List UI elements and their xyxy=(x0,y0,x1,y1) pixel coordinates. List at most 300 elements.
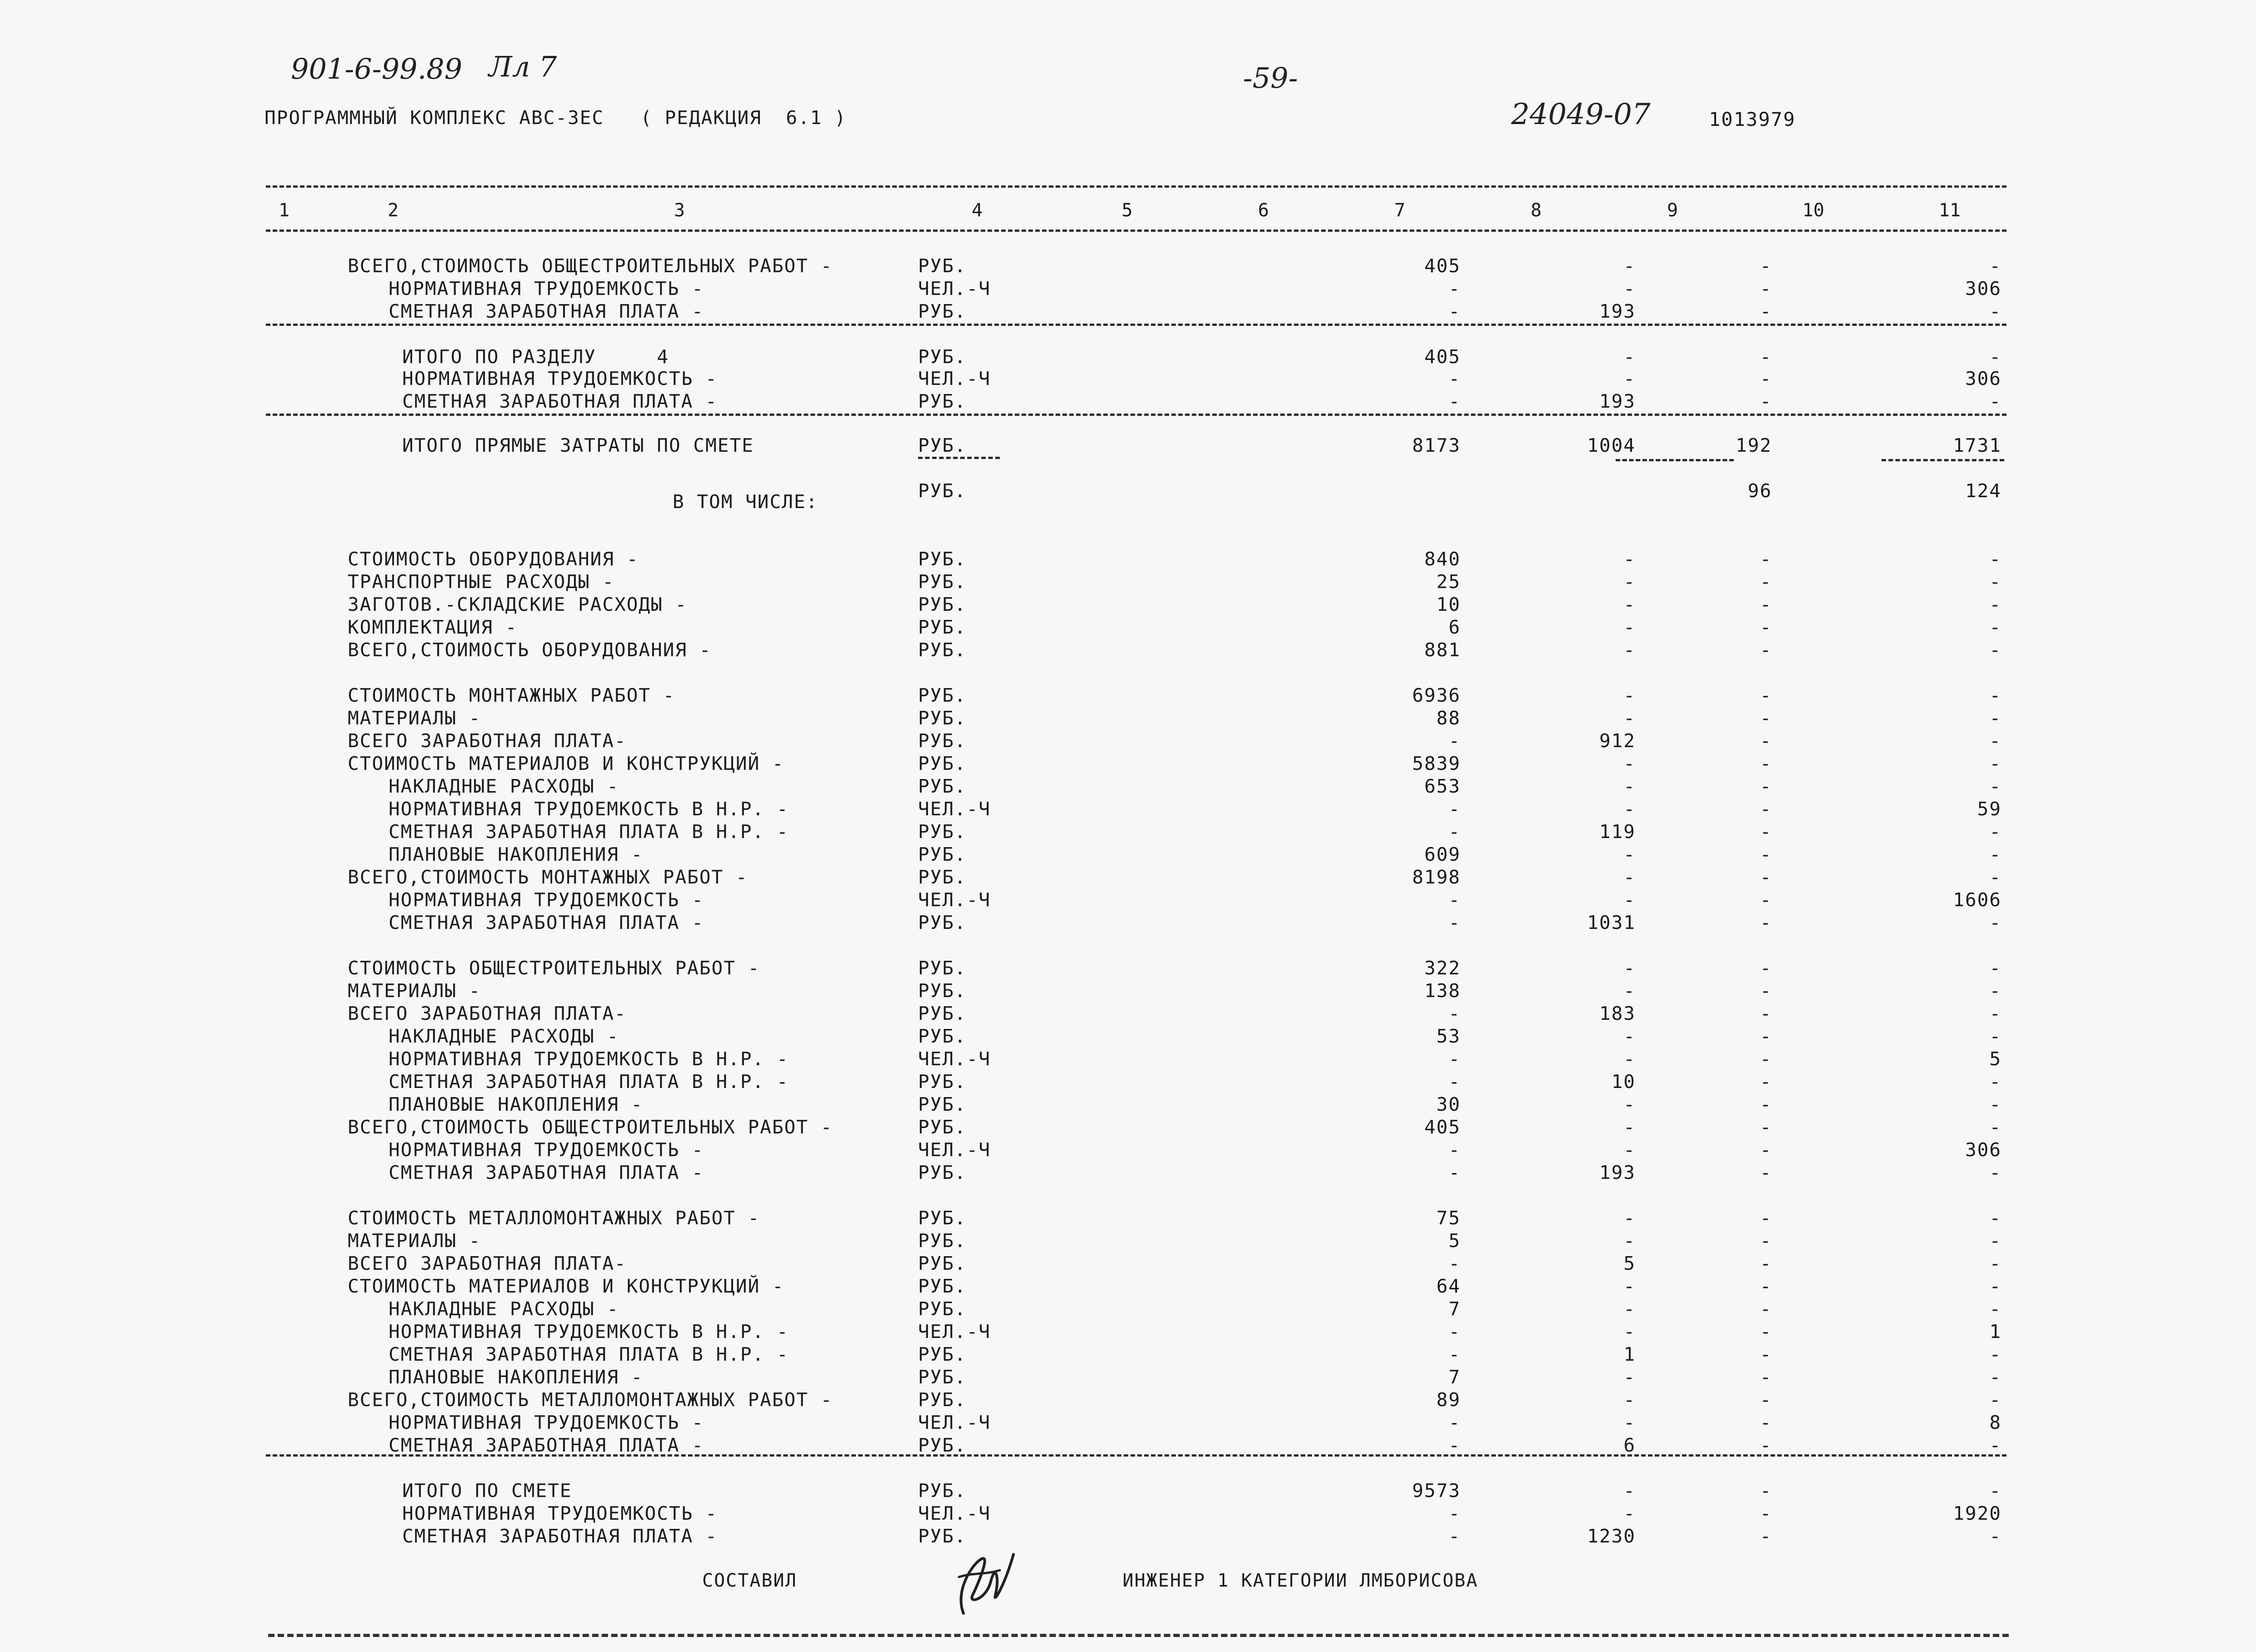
row-col11-value: 8 xyxy=(1989,1412,2001,1433)
row-label: СТОИМОСТЬ МОНТАЖНЫХ РАБОТ - xyxy=(348,684,675,706)
row-unit: РУБ. xyxy=(918,639,967,661)
row-col9-value: - xyxy=(1760,1366,1772,1388)
row-col8-value: 119 xyxy=(1599,821,1636,843)
row-col7-value: - xyxy=(1448,1048,1461,1070)
row-col9-value: - xyxy=(1760,300,1772,322)
column-header-2: 2 xyxy=(387,200,399,221)
row-unit: РУБ. xyxy=(918,957,967,979)
row-col7-value: 840 xyxy=(1424,548,1461,570)
row-col9-value: - xyxy=(1760,1048,1772,1070)
row-label: СМЕТНАЯ ЗАРАБОТНАЯ ПЛАТА В Н.Р. - xyxy=(389,1343,789,1365)
table-row xyxy=(0,1411,2256,1434)
row-col11-value: - xyxy=(1989,980,2001,1002)
row-col8-value: - xyxy=(1623,1275,1636,1297)
row-col8-value: 1031 xyxy=(1587,912,1636,933)
row-col8-value: 1230 xyxy=(1587,1525,1636,1547)
row-col9-value: - xyxy=(1760,571,1772,593)
signature-icon xyxy=(945,1545,1018,1622)
table-row xyxy=(0,1229,2256,1252)
page-number: -59- xyxy=(1243,61,1298,95)
row-col11-value: - xyxy=(1989,1480,2001,1502)
row-col7-value: - xyxy=(1448,1434,1461,1456)
row-col11-value: 306 xyxy=(1965,368,2001,389)
row-unit: ЧЕЛ.-Ч xyxy=(918,889,991,911)
row-unit: РУБ. xyxy=(918,1207,967,1229)
row-col11-value: - xyxy=(1989,1025,2001,1047)
row-col7-value: - xyxy=(1448,1071,1461,1093)
column-header-row xyxy=(0,200,2256,223)
in-that-number-label: В ТОМ ЧИСЛЕ: xyxy=(673,491,819,513)
row-col8-value: - xyxy=(1623,368,1636,389)
row-unit: ЧЕЛ.-Ч xyxy=(918,798,991,820)
row-col8-value: 10 xyxy=(1611,1071,1636,1093)
row-col9-value: - xyxy=(1760,548,1772,570)
header-top-separator xyxy=(266,185,2006,188)
row-label: СМЕТНАЯ ЗАРАБОТНАЯ ПЛАТА В Н.Р. - xyxy=(389,1071,789,1093)
row-label: СТОИМОСТЬ МЕТАЛЛОМОНТАЖНЫХ РАБОТ - xyxy=(348,1207,760,1229)
row-col11-value: 124 xyxy=(1965,480,2001,502)
row-col11-value: - xyxy=(1989,775,2001,797)
table-row xyxy=(0,1366,2256,1388)
row-col9-value: - xyxy=(1760,912,1772,933)
table-row xyxy=(0,911,2256,934)
row-label: НОРМАТИВНАЯ ТРУДОЕМКОСТЬ - xyxy=(389,1412,704,1433)
row-label: СМЕТНАЯ ЗАРАБОТНАЯ ПЛАТА - xyxy=(402,390,718,412)
row-unit: РУБ. xyxy=(918,346,967,368)
row-col9-value: - xyxy=(1760,368,1772,389)
row-label: НОРМАТИВНАЯ ТРУДОЕМКОСТЬ - xyxy=(389,1139,704,1161)
row-unit: РУБ. xyxy=(918,1093,967,1115)
row-col7-value: - xyxy=(1448,390,1461,412)
table-row xyxy=(0,1116,2256,1138)
row-col8-value: - xyxy=(1623,1389,1636,1411)
row-unit: ЧЕЛ.-Ч xyxy=(918,368,991,389)
row-unit: РУБ. xyxy=(918,1366,967,1388)
row-col11-value: 306 xyxy=(1965,278,2001,299)
column-header-4: 4 xyxy=(971,200,983,221)
row-unit: ЧЕЛ.-Ч xyxy=(918,1048,991,1070)
position-label: ИНЖЕНЕР 1 КАТЕГОРИИ ЛМБОРИСОВА xyxy=(1123,1570,1478,1591)
row-col9-value: - xyxy=(1760,707,1772,729)
section-separator xyxy=(266,414,2006,416)
row-col9-value: - xyxy=(1760,1525,1772,1547)
row-col9-value: - xyxy=(1760,1434,1772,1456)
row-col7-value: 10 xyxy=(1436,594,1461,615)
row-unit: РУБ. xyxy=(918,775,967,797)
table-row xyxy=(0,367,2256,390)
row-col8-value: 5 xyxy=(1623,1253,1636,1274)
row-col11-value: - xyxy=(1989,912,2001,933)
column-header-11: 11 xyxy=(1938,200,1961,221)
row-col8-value: - xyxy=(1623,980,1636,1002)
row-label: СТОИМОСТЬ ОБЩЕСТРОИТЕЛЬНЫХ РАБОТ - xyxy=(348,957,760,979)
row-unit: РУБ. xyxy=(918,548,967,570)
row-col7-value: 8198 xyxy=(1412,866,1461,888)
row-unit: РУБ. xyxy=(918,1003,967,1024)
table-row xyxy=(0,729,2256,752)
table-row xyxy=(0,866,2256,888)
row-col11-value: - xyxy=(1989,639,2001,661)
row-col7-value: - xyxy=(1448,368,1461,389)
column-header-3: 3 xyxy=(674,200,685,221)
row-label: МАТЕРИАЛЫ - xyxy=(348,980,481,1002)
row-col7-value: 322 xyxy=(1424,957,1461,979)
row-col7-value: 7 xyxy=(1448,1298,1461,1320)
table-row xyxy=(0,1298,2256,1320)
bottom-marks xyxy=(268,1634,2009,1637)
row-col7-value: 6936 xyxy=(1412,684,1461,706)
row-col7-value: 5839 xyxy=(1412,753,1461,774)
row-col8-value: 6 xyxy=(1623,1434,1636,1456)
row-col8-value: - xyxy=(1623,346,1636,368)
row-col8-value: - xyxy=(1623,1480,1636,1502)
row-unit: РУБ. xyxy=(918,1480,967,1502)
row-col9-value: - xyxy=(1760,980,1772,1002)
table-row xyxy=(0,1093,2256,1116)
row-label: СТОИМОСТЬ МАТЕРИАЛОВ И КОНСТРУКЦИЙ - xyxy=(348,753,784,774)
row-col8-value: - xyxy=(1623,866,1636,888)
row-col8-value: - xyxy=(1623,1412,1636,1433)
row-col7-value: 653 xyxy=(1424,775,1461,797)
row-col8-value: 1 xyxy=(1623,1343,1636,1365)
row-col11-value: - xyxy=(1989,684,2001,706)
row-col7-value: - xyxy=(1448,278,1461,299)
row-col11-value: - xyxy=(1989,707,2001,729)
header-bottom-separator xyxy=(266,230,2006,232)
table-row xyxy=(0,1252,2256,1275)
row-col8-value: - xyxy=(1623,843,1636,865)
row-col11-value: - xyxy=(1989,843,2001,865)
row-col9-value: - xyxy=(1760,390,1772,412)
row-label: СМЕТНАЯ ЗАРАБОТНАЯ ПЛАТА - xyxy=(389,912,704,933)
row-col11-value: - xyxy=(1989,1093,2001,1115)
row-unit: РУБ. xyxy=(918,1298,967,1320)
row-col11-value: 1920 xyxy=(1953,1502,2001,1524)
order-number: 24049-07 xyxy=(1511,98,1651,131)
row-col7-value: 881 xyxy=(1424,639,1461,661)
section-separator xyxy=(266,324,2006,326)
row-unit: РУБ. xyxy=(918,1071,967,1093)
row-col11-value: - xyxy=(1989,753,2001,774)
row-col8-value: - xyxy=(1623,1116,1636,1138)
table-row xyxy=(0,570,2256,593)
row-col9-value: - xyxy=(1760,1093,1772,1115)
table-row xyxy=(0,684,2256,707)
row-col9-value: - xyxy=(1760,775,1772,797)
row-col9-value: - xyxy=(1760,1003,1772,1024)
row-col11-value: - xyxy=(1989,1298,2001,1320)
table-row xyxy=(0,957,2256,979)
row-col9-value: - xyxy=(1760,1480,1772,1502)
row-col11-value: 306 xyxy=(1965,1139,2001,1161)
row-col9-value: - xyxy=(1760,594,1772,615)
row-unit: РУБ. xyxy=(918,616,967,638)
row-unit: РУБ. xyxy=(918,821,967,843)
column-header-10: 10 xyxy=(1802,200,1825,221)
row-col7-value: 30 xyxy=(1436,1093,1461,1115)
row-col7-value: 609 xyxy=(1424,843,1461,865)
column-header-8: 8 xyxy=(1530,200,1542,221)
table-row xyxy=(0,1161,2256,1184)
row-col8-value: 1004 xyxy=(1587,434,1636,456)
row-label: МАТЕРИАЛЫ - xyxy=(348,1230,481,1252)
row-col11-value: - xyxy=(1989,571,2001,593)
row-unit: РУБ. xyxy=(918,1343,967,1365)
compiled-by-label: СОСТАВИЛ xyxy=(702,1570,797,1591)
row-label: ИТОГО ПО СМЕТЕ xyxy=(402,1480,572,1502)
row-col8-value: - xyxy=(1623,889,1636,911)
row-col11-value: - xyxy=(1989,1525,2001,1547)
row-unit: РУБ. xyxy=(918,1275,967,1297)
row-col11-value: - xyxy=(1989,616,2001,638)
row-label: СТОИМОСТЬ ОБОРУДОВАНИЯ - xyxy=(348,548,639,570)
row-col9-value: - xyxy=(1760,1502,1772,1524)
row-col7-value: - xyxy=(1448,889,1461,911)
row-col7-value: 5 xyxy=(1448,1230,1461,1252)
table-row xyxy=(0,888,2256,911)
row-col9-value: - xyxy=(1760,639,1772,661)
table-row xyxy=(0,1343,2256,1366)
row-col8-value: - xyxy=(1623,684,1636,706)
row-col8-value: - xyxy=(1623,639,1636,661)
row-unit: РУБ. xyxy=(918,753,967,774)
table-row xyxy=(0,345,2256,368)
document-code: 901-6-99.89 xyxy=(291,52,463,85)
table-row xyxy=(0,1070,2256,1093)
row-label: ВСЕГО ЗАРАБОТНАЯ ПЛАТА- xyxy=(348,1253,627,1274)
row-col7-value: 64 xyxy=(1436,1275,1461,1297)
row-label: СТОИМОСТЬ МАТЕРИАЛОВ И КОНСТРУКЦИЙ - xyxy=(348,1275,784,1297)
table-row xyxy=(0,1320,2256,1343)
row-col7-value: 7 xyxy=(1448,1366,1461,1388)
row-unit: РУБ. xyxy=(918,912,967,933)
row-col7-value: 405 xyxy=(1424,1116,1461,1138)
row-label: ИТОГО ПРЯМЫЕ ЗАТРАТЫ ПО СМЕТЕ xyxy=(402,434,754,456)
row-col11-value: 1731 xyxy=(1953,434,2001,456)
row-label: ВСЕГО,СТОИМОСТЬ ОБЩЕСТРОИТЕЛЬНЫХ РАБОТ - xyxy=(348,1116,833,1138)
row-label: НАКЛАДНЫЕ РАСХОДЫ - xyxy=(389,1298,619,1320)
row-col9-value: - xyxy=(1760,1412,1772,1433)
row-col11-value: - xyxy=(1989,346,2001,368)
row-label: ПЛАНОВЫЕ НАКОПЛЕНИЯ - xyxy=(389,1093,644,1115)
row-col7-value: 53 xyxy=(1436,1025,1461,1047)
row-col7-value: 405 xyxy=(1424,346,1461,368)
row-label: НОРМАТИВНАЯ ТРУДОЕМКОСТЬ В Н.Р. - xyxy=(389,798,789,820)
row-col7-value: - xyxy=(1448,1162,1461,1183)
table-row xyxy=(0,1502,2256,1525)
row-label: НАКЛАДНЫЕ РАСХОДЫ - xyxy=(389,775,619,797)
row-col8-value: - xyxy=(1623,753,1636,774)
table-row xyxy=(0,593,2256,616)
row-col8-value: - xyxy=(1623,1139,1636,1161)
row-unit: РУБ. xyxy=(918,594,967,615)
row-col8-value: - xyxy=(1623,594,1636,615)
table-row xyxy=(0,1048,2256,1070)
table-row xyxy=(0,390,2256,413)
row-col7-value: - xyxy=(1448,1412,1461,1433)
row-col9-value: - xyxy=(1760,753,1772,774)
row-col8-value: - xyxy=(1623,255,1636,277)
row-label: НОРМАТИВНАЯ ТРУДОЕМКОСТЬ В Н.Р. - xyxy=(389,1048,789,1070)
row-col8-value: - xyxy=(1623,1366,1636,1388)
row-col8-value: - xyxy=(1623,1502,1636,1524)
row-unit: РУБ. xyxy=(918,1116,967,1138)
table-row xyxy=(0,1275,2256,1298)
row-unit: ЧЕЛ.-Ч xyxy=(918,1139,991,1161)
row-unit: РУБ. xyxy=(918,730,967,752)
row-col9-value: 96 xyxy=(1747,480,1772,502)
row-col8-value: 193 xyxy=(1599,1162,1636,1183)
row-col7-value: - xyxy=(1448,1343,1461,1365)
row-col7-value: - xyxy=(1448,1525,1461,1547)
row-col7-value: - xyxy=(1448,798,1461,820)
row-unit: ЧЕЛ.-Ч xyxy=(918,1321,991,1343)
table-row xyxy=(0,277,2256,300)
row-col7-value: - xyxy=(1448,1321,1461,1343)
table-row xyxy=(0,1025,2256,1048)
row-col11-value: - xyxy=(1989,957,2001,979)
row-unit: ЧЕЛ.-Ч xyxy=(918,1412,991,1433)
row-col9-value: - xyxy=(1760,346,1772,368)
row-unit: РУБ. xyxy=(918,571,967,593)
row-col11-value: - xyxy=(1989,1343,2001,1365)
row-col7-value: 89 xyxy=(1436,1389,1461,1411)
row-unit: РУБ. xyxy=(918,980,967,1002)
row-col7-value: - xyxy=(1448,1253,1461,1274)
row-col11-value: - xyxy=(1989,1434,2001,1456)
row-col9-value: - xyxy=(1760,1116,1772,1138)
row-col8-value: - xyxy=(1623,571,1636,593)
row-col9-value: - xyxy=(1760,1207,1772,1229)
row-unit: РУБ. xyxy=(918,300,967,322)
row-unit: РУБ. xyxy=(918,1230,967,1252)
row-unit: РУБ. xyxy=(918,684,967,706)
table-row xyxy=(0,1388,2256,1411)
row-unit: РУБ. xyxy=(918,1253,967,1274)
row-col11-value: - xyxy=(1989,594,2001,615)
row-unit: РУБ. xyxy=(918,434,967,456)
row-unit: РУБ. xyxy=(918,1525,967,1547)
row-col8-value: - xyxy=(1623,1048,1636,1070)
row-col11-value: 59 xyxy=(1977,798,2001,820)
table-row xyxy=(0,979,2256,1002)
row-col9-value: - xyxy=(1760,889,1772,911)
row-col9-value: - xyxy=(1760,1343,1772,1365)
row-label: НОРМАТИВНАЯ ТРУДОЕМКОСТЬ - xyxy=(389,278,704,299)
row-col7-value: 88 xyxy=(1436,707,1461,729)
row-label: МАТЕРИАЛЫ - xyxy=(348,707,481,729)
row-col11-value: - xyxy=(1989,1071,2001,1093)
column-header-1: 1 xyxy=(278,200,290,221)
row-col7-value: 9573 xyxy=(1412,1480,1461,1502)
row-col11-value: 5 xyxy=(1989,1048,2001,1070)
row-col9-value: - xyxy=(1760,1275,1772,1297)
row-col11-value: - xyxy=(1989,1207,2001,1229)
row-unit: ЧЕЛ.-Ч xyxy=(918,1502,991,1524)
row-unit: РУБ. xyxy=(918,707,967,729)
row-col11-value: - xyxy=(1989,1003,2001,1024)
row-label: НОРМАТИВНАЯ ТРУДОЕМКОСТЬ - xyxy=(402,1502,718,1524)
row-unit: РУБ. xyxy=(918,866,967,888)
row-label: ВСЕГО,СТОИМОСТЬ МЕТАЛЛОМОНТАЖНЫХ РАБОТ - xyxy=(348,1389,833,1411)
row-col9-value: - xyxy=(1760,843,1772,865)
row-label: ВСЕГО ЗАРАБОТНАЯ ПЛАТА- xyxy=(348,730,627,752)
row-col7-value: - xyxy=(1448,1139,1461,1161)
row-col8-value: 183 xyxy=(1599,1003,1636,1024)
row-col7-value: - xyxy=(1448,821,1461,843)
program-name: ПРОГРАММНЫЙ КОМПЛЕКС АВС-3ЕС ( РЕДАКЦИЯ 6.1 ) xyxy=(265,107,847,129)
row-unit: РУБ. xyxy=(918,255,967,277)
row-label: СМЕТНАЯ ЗАРАБОТНАЯ ПЛАТА - xyxy=(389,1434,704,1456)
row-col9-value: - xyxy=(1760,278,1772,299)
unit-short-dash xyxy=(918,457,1000,459)
table-row xyxy=(0,843,2256,866)
row-col11-value: - xyxy=(1989,1116,2001,1138)
table-row xyxy=(0,775,2256,798)
row-col9-value: - xyxy=(1760,866,1772,888)
row-unit: РУБ. xyxy=(918,1162,967,1183)
row-col11-value: - xyxy=(1989,866,2001,888)
table-row xyxy=(0,1479,2256,1502)
row-label: НОРМАТИВНАЯ ТРУДОЕМКОСТЬ В Н.Р. - xyxy=(389,1321,789,1343)
row-col11-value: 1606 xyxy=(1953,889,2001,911)
table-row xyxy=(0,798,2256,820)
row-col11-value: - xyxy=(1989,1253,2001,1274)
row-label: КОМПЛЕКТАЦИЯ - xyxy=(348,616,518,638)
row-label: ПЛАНОВЫЕ НАКОПЛЕНИЯ - xyxy=(389,1366,644,1388)
col11-short-dash xyxy=(1882,459,2004,461)
row-unit: РУБ. xyxy=(918,1389,967,1411)
row-col7-value: - xyxy=(1448,300,1461,322)
inventory-number: 1013979 xyxy=(1709,108,1796,130)
table-row xyxy=(0,1434,2256,1457)
table-row xyxy=(0,300,2256,323)
table-row xyxy=(0,820,2256,843)
sheet-number: Лл 7 xyxy=(489,50,557,83)
row-col9-value: - xyxy=(1760,1298,1772,1320)
row-col9-value: - xyxy=(1760,821,1772,843)
row-col7-value: 405 xyxy=(1424,255,1461,277)
row-col8-value: - xyxy=(1623,616,1636,638)
row-col11-value: - xyxy=(1989,300,2001,322)
row-col8-value: - xyxy=(1623,1025,1636,1047)
row-label: ВСЕГО ЗАРАБОТНАЯ ПЛАТА- xyxy=(348,1003,627,1024)
row-unit: РУБ. xyxy=(918,1434,967,1456)
row-label: НАКЛАДНЫЕ РАСХОДЫ - xyxy=(389,1025,619,1047)
row-col9-value: - xyxy=(1760,798,1772,820)
row-col11-value: - xyxy=(1989,1162,2001,1183)
row-unit: РУБ. xyxy=(918,480,967,502)
row-col9-value: - xyxy=(1760,616,1772,638)
table-row xyxy=(0,255,2256,277)
row-col7-value: 25 xyxy=(1436,571,1461,593)
column-header-7: 7 xyxy=(1394,200,1406,221)
row-label: СМЕТНАЯ ЗАРАБОТНАЯ ПЛАТА - xyxy=(389,1162,704,1183)
row-col9-value: - xyxy=(1760,1071,1772,1093)
row-col9-value: - xyxy=(1760,684,1772,706)
row-col7-value: - xyxy=(1448,1502,1461,1524)
row-col8-value: - xyxy=(1623,957,1636,979)
row-col11-value: - xyxy=(1989,1275,2001,1297)
row-label: НОРМАТИВНАЯ ТРУДОЕМКОСТЬ - xyxy=(389,889,704,911)
row-col11-value: - xyxy=(1989,255,2001,277)
row-col9-value: - xyxy=(1760,1321,1772,1343)
row-col8-value: - xyxy=(1623,1093,1636,1115)
row-col8-value: - xyxy=(1623,775,1636,797)
row-col9-value: - xyxy=(1760,1162,1772,1183)
row-col8-value: - xyxy=(1623,1298,1636,1320)
row-label: НОРМАТИВНАЯ ТРУДОЕМКОСТЬ - xyxy=(402,368,718,389)
